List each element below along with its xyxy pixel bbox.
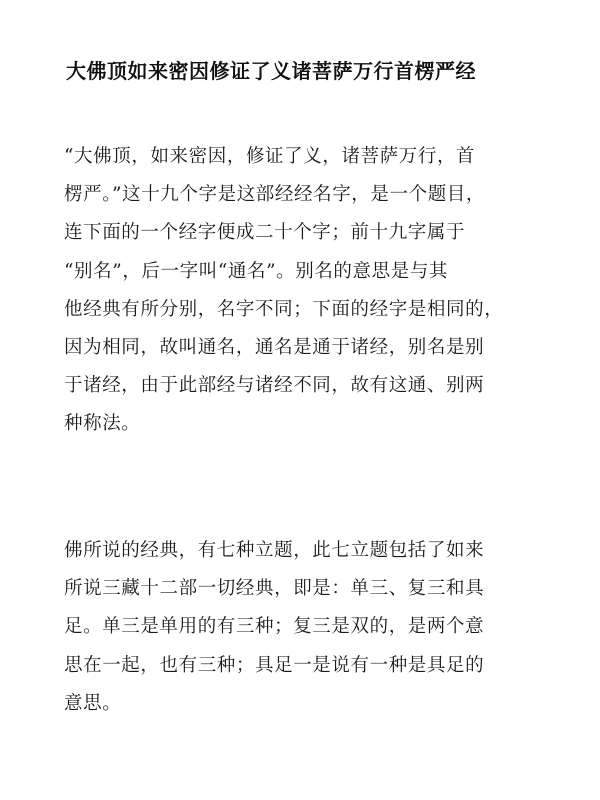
paragraph-2 [64,532,540,723]
paragraph-line: 足。单三是单用的有三种；复三是双的，是两个意 [64,616,485,638]
paragraph-line: 楞严。”这十九个字是这部经经名字，是一个题目， [64,184,486,206]
paragraph-1 [64,138,540,444]
paragraph-line: 连下面的一个经字便成二十个字；前十九字属于 [64,222,466,244]
paragraph-line: “别名”，后一字叫“通名”。别名的意思是与其 [64,260,449,282]
paragraph-line: “大佛顶，如来密因，修证了义，诸菩萨万行，首 [64,146,476,167]
paragraph-line: 意思。 [64,692,122,714]
paragraph-line: 他经典有所分别，名字不同；下面的经字是相同的， [64,298,504,320]
paragraph-line: 于诸经，由于此部经与诸经不同，故有这通、别两 [64,375,485,397]
paragraph-line: 思在一起，也有三种；具足一是说有一种是具足的 [64,654,485,676]
paragraph-line: 所说三藏十二部一切经典，即是：单三、复三和具 [64,578,485,600]
document-title: 大佛顶如来密因修证了义诸菩萨万行首楞严经 [66,59,476,83]
paragraph-line: 因为相同，故叫通名，通名是通于诸经，别名是别 [64,337,485,359]
paragraph-line: 佛所说的经典，有七种立题，此七立题包括了如来 [64,540,485,561]
paragraph-line: 种称法。 [64,413,141,435]
